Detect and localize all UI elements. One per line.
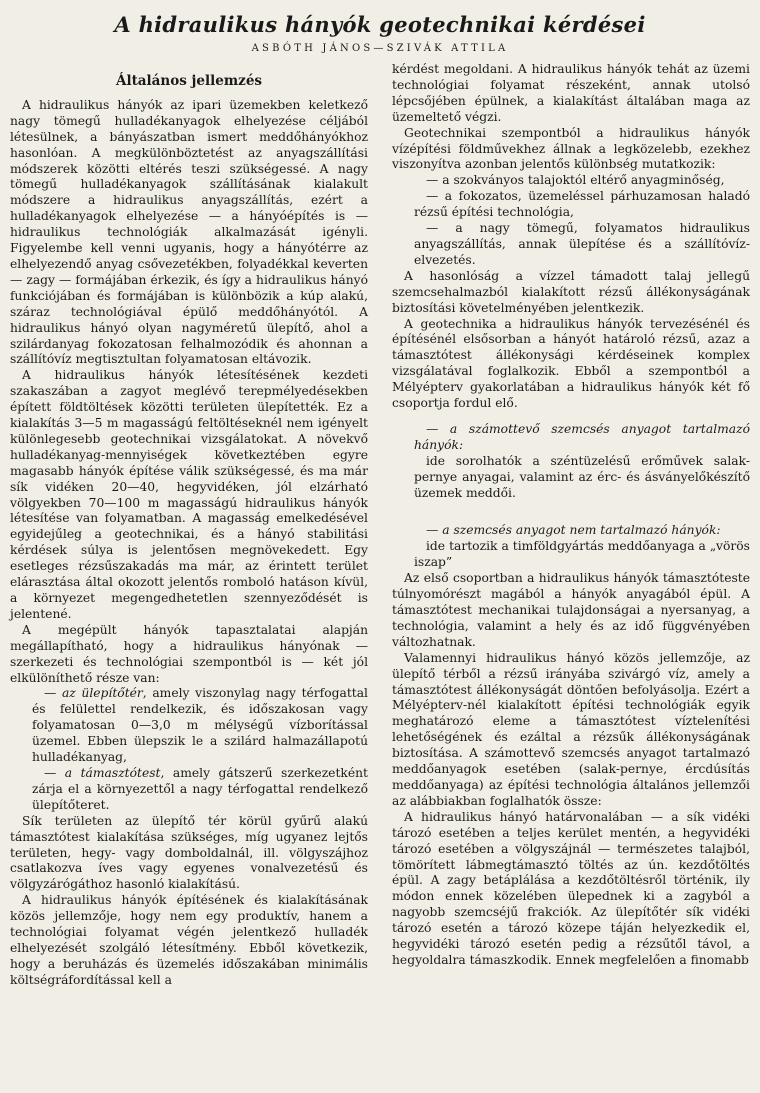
paragraph: Valamennyi hidraulikus hányó közös jellemzője, az ülepítő térből a rézsű irányába szivárgó víz, amely a támasztótest állékonyságát döntően befolyásolja. Ezért a Mélyépterv-nél kialakított építési technológiák egyik meghatározó eleme a támasztótest víztelenítési lehetőségének és ezáltal a rézsűk állékonyságának biztosítása. A számottevő szemcsés anyagot tartalmazó meddőanyagok esetében (salak-pernye, ércdúsítás meddőanyaga) az építési technológia általános jellemzői az alábbiakban foglalhatók össze:	[392, 650, 750, 808]
left-column	[10, 62, 368, 989]
list-item: — az ülepítőtér, amely viszonylag nagy térfogattal és felülettel rendelkezik, és időszakosan vagy folyamatosan 0—3,0 m mélységű vízborítással üzemel. Ebben ülepszik le a szilárd halmazállapotú hulladékanyag,	[32, 686, 368, 765]
paragraph: A hidraulikus hányók az ipari üzemekben keletkező nagy tömegű hulladékanyagok elhelyezése céljából létesülnek, a bányászatban ismert meddőhányókhoz hasonlóan. A megkülönböztetést az anyagszállítási módszerek közötti eltérés teszi szükségessé. A nagy tömegű hulladékanyagok szállításának kialakult módszere a hidraulikus anyagszállítás, ezért a hulladékanyagok elhelyezése — a hányóépítés is — hidraulikus technológiák alkalmazását igényli. Figyelembe kell venni ugyanis, hogy a hányótérre az elhelyezendő anyag csővezetékben, folyadékkal keverten — zagy — formájában érkezik, és így a hidraulikus hányó funkciójában és formájában is különbözik a kúp alakú, száraz technológiával épülő meddőhányótól. A hidraulikus hányó olyan nagyméretű ülepítő, ahol a szilárdanyag fokozatosan felhalmozódik és ahonnan a szállítóvíz megtisztultan folyamatosan eltávozik.	[10, 97, 368, 367]
spacer	[392, 501, 750, 523]
article-title: A hidraulikus hányók geotechnikai kérdései	[114, 12, 646, 37]
list-item: — a nagy tömegű, folyamatos hidraulikus anyagszállítás, annak ülepítése és a szállítóvíz-elvezetés.	[414, 221, 750, 267]
term: az ülepítőtér	[61, 686, 143, 701]
paragraph: kérdést megoldani. A hidraulikus hányók tehát az üzemi technológiai folyamat részeként, annak utolsó lépcsőjében épülnek, a kialakítást általában maga az üzemeltető végzi.	[392, 62, 750, 124]
paragraph: Az első csoportban a hidraulikus hányók támasztóteste túlnyomórészt magából a hányók anyagából épül. A támasztótest mechanikai tulajdonságai a nyersanyag, a technológia, valamint a hely és az idő függvényében változhatnak.	[392, 571, 750, 649]
group-heading: — a szemcsés anyagot nem tartalmazó hányók:	[426, 523, 721, 538]
group-text: ide sorolhatók a széntüzelésű erőművek salak-pernye anyagai, valamint az érc- és ásványelőkészítő üzemek meddői.	[414, 453, 750, 500]
section-heading: Általános jellemzés	[115, 73, 263, 89]
paragraph: A hidraulikus hányók létesítésének kezdeti szakaszában a zagyot meglévő terepmélyedésekben épített földtöltések közötti területen ülepítették. Ez a kialakítás 3—5 m magasságú feltöltéseknél nem igényelt különlegesebb geotechnikai vizsgálatokat. A növekvő hulladékanyag-mennyiségek következtében egyre magasabb hányók építése válik szükségessé, és ma már sík vidéken 20—40, hegyvidéken, jól elzárható völgyekben 70—100 m magasságú hidraulikus hányók létesítése van folyamatban. A magasság emelkedésével egyidejűleg a geotechnikai, és a hányó stabilitási kérdések súlya is jelentősen megnövekedett. Egy esetleges rézsűszakadás ma már, az érintett terület elárasztása által okozott jelentős romboló hatáson kívül, a környezet megengedhetetlen szennyeződését is jelentené.	[10, 368, 368, 621]
list-item: — a fokozatos, üzemeléssel párhuzamosan haladó rézsű építési technológia,	[414, 189, 750, 220]
paragraph: Geotechnikai szempontból a hidraulikus hányók vízépítési földművekhez állnak a legközelebb, ezekhez viszonyítva azonban jelentős különbség mutatkozik:	[392, 125, 750, 172]
paragraph: A hidraulikus hányó határvonalában — a sík vidéki tározó esetében a teljes kerület mentén, a hegyvidéki tározó esetében a völgyszájnál — természetes talajból, tömörített lábmegtámasztó töltés az ún. kezdőtöltés épül. A zagy betáplálása a kezdőtöltésről történik, ily módon ennek közelében ülepednek ki a zagyból a nagyobb szemcséjű frakciók. Az ülepítőtér sík vidéki tározó esetén a tározó közepe táján helyezkedik el, hegyvidéki tározó esetén pedig a rézsűtől távol, a hegyoldalra támaszkodik. Ennek megfelelően a finomabb	[392, 809, 750, 967]
spacer	[392, 412, 750, 422]
list-item: — a támasztótest, amely gátszerű szerkezetként zárja el a környezettől a nagy térfogattal rendelkező ülepítőteret.	[32, 765, 368, 812]
paragraph: A hidraulikus hányók építésének és kialakításának közös jellemzője, hogy nem egy produktív, hanem a technológiai folyamat végén jelentkező hulladék elhelyezését szolgáló létesítmény. Ebből következik, hogy a beruházás és üzemelés időszakában minimális költségráfordítással kell a	[10, 893, 368, 987]
paragraph: A hasonlóság a vízzel támadott talaj jellegű szemcsehalmazból kialakított rézsű állékonyságának biztosítási követelményében jelentkezik.	[392, 268, 750, 315]
text-columns	[10, 62, 750, 989]
group-text: ide tartozik a timföldgyártás meddőanyaga a „vörös iszap”	[414, 539, 750, 570]
paragraph: A megépült hányók tapasztalatai alapján megállapítható, hogy a hidraulikus hányónak — szerkezeti és technológiai szempontból is — két jól elkülöníthető része van:	[10, 622, 368, 685]
term: a támasztótest	[64, 765, 161, 780]
article-authors: ASBÓTH JÁNOS—SZIVÁK ATTILA	[251, 43, 509, 54]
list-item: — a szokványos talajoktól eltérő anyagminőség,	[426, 173, 725, 188]
right-column	[392, 62, 750, 989]
group-heading: — a számottevő szemcsés anyagot tartalmazó hányók:	[414, 421, 750, 452]
paragraph: Sík területen az ülepítő tér körül gyűrű alakú támasztótest kialakítása szükséges, míg ugyanez lejtős területen, hegy- vagy domboldalnál, ill. völgyszájhoz csatlakozva íves vagy egyenes vonalvezetésű és völgyzárógáthoz hasonló kialakítású.	[10, 813, 368, 892]
paragraph: A geotechnika a hidraulikus hányók tervezésénél és építésénél elsősorban a hányót határoló rézsű, azaz a támasztótest állékonysági kérdéseinek komplex vizsgálatával foglalkozik. Ebből a szempontból a Mélyépterv gyakorlatában a hidraulikus hányók két fő csoportja fordul elő.	[392, 316, 750, 411]
